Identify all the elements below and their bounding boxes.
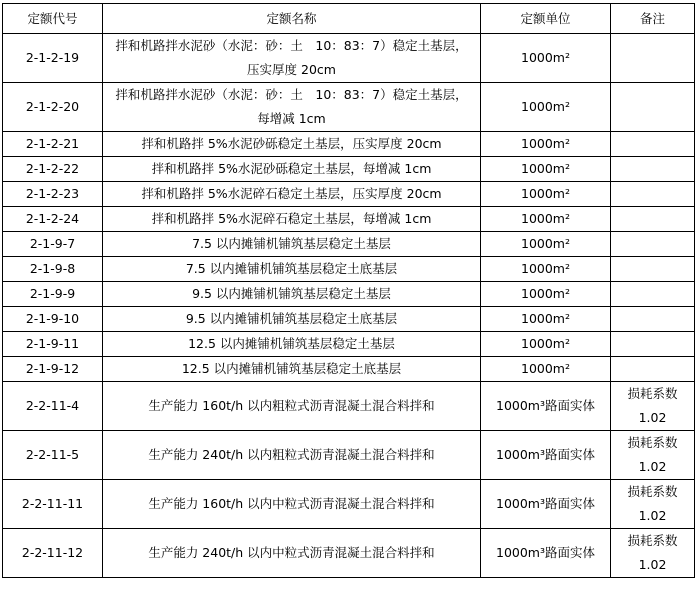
table-row (3, 480, 695, 529)
cell-unit: 1000m³路面实体 (481, 431, 611, 480)
cell-code: 2-1-9-7 (3, 232, 103, 257)
cell-code: 2-1-2-23 (3, 182, 103, 207)
cell-unit: 1000m² (481, 207, 611, 232)
cell-unit: 1000m² (481, 282, 611, 307)
table-row (3, 431, 695, 480)
cell-unit: 1000m² (481, 132, 611, 157)
cell-code: 2-1-9-12 (3, 357, 103, 382)
table-row (3, 282, 695, 307)
cell-code: 2-2-11-4 (3, 382, 103, 431)
header-name: 定额名称 (103, 4, 481, 34)
table-row (3, 357, 695, 382)
table-row (3, 34, 695, 83)
cell-note (611, 282, 695, 307)
table-body (3, 34, 695, 578)
cell-name: 拌和机路拌水泥砂（水泥：砂：土 10：83：7）稳定土基层，压实厚度 20cm (103, 34, 481, 83)
cell-code: 2-1-2-19 (3, 34, 103, 83)
cell-name: 生产能力 240t/h 以内粗粒式沥青混凝土混合料拌和 (103, 431, 481, 480)
header-unit: 定额单位 (481, 4, 611, 34)
table-row (3, 307, 695, 332)
cell-unit: 1000m² (481, 232, 611, 257)
table-row (3, 182, 695, 207)
cell-name: 生产能力 160t/h 以内粗粒式沥青混凝土混合料拌和 (103, 382, 481, 431)
cell-note (611, 132, 695, 157)
cell-unit: 1000m² (481, 157, 611, 182)
cell-note (611, 34, 695, 83)
cell-code: 2-1-2-21 (3, 132, 103, 157)
cell-note: 损耗系数 1.02 (611, 382, 695, 431)
header-code: 定额代号 (3, 4, 103, 34)
cell-unit: 1000m³路面实体 (481, 382, 611, 431)
cell-name: 拌和机路拌 5%水泥碎石稳定土基层，每增减 1cm (103, 207, 481, 232)
cell-name: 12.5 以内摊铺机铺筑基层稳定土基层 (103, 332, 481, 357)
cell-name: 7.5 以内摊铺机铺筑基层稳定土基层 (103, 232, 481, 257)
cell-code: 2-2-11-11 (3, 480, 103, 529)
header-note: 备注 (611, 4, 695, 34)
cell-note (611, 307, 695, 332)
cell-code: 2-1-9-8 (3, 257, 103, 282)
cell-name: 9.5 以内摊铺机铺筑基层稳定土基层 (103, 282, 481, 307)
cell-unit: 1000m² (481, 182, 611, 207)
table-row (3, 207, 695, 232)
cell-name: 拌和机路拌 5%水泥碎石稳定土基层，压实厚度 20cm (103, 182, 481, 207)
cell-note: 损耗系数 1.02 (611, 431, 695, 480)
cell-note (611, 83, 695, 132)
cell-unit: 1000m² (481, 257, 611, 282)
cell-note (611, 257, 695, 282)
cell-unit: 1000m² (481, 83, 611, 132)
cell-code: 2-1-9-11 (3, 332, 103, 357)
table-row (3, 232, 695, 257)
table-row (3, 132, 695, 157)
cell-code: 2-2-11-12 (3, 529, 103, 578)
table-row (3, 382, 695, 431)
cell-note: 损耗系数 1.02 (611, 480, 695, 529)
table-row (3, 83, 695, 132)
cell-unit: 1000m² (481, 307, 611, 332)
cell-unit: 1000m³路面实体 (481, 529, 611, 578)
table-row (3, 257, 695, 282)
cell-name: 拌和机路拌 5%水泥砂砾稳定土基层，压实厚度 20cm (103, 132, 481, 157)
cell-unit: 1000m² (481, 332, 611, 357)
cell-note (611, 207, 695, 232)
cell-code: 2-2-11-5 (3, 431, 103, 480)
cell-note (611, 232, 695, 257)
cell-name: 7.5 以内摊铺机铺筑基层稳定土底基层 (103, 257, 481, 282)
cell-name: 12.5 以内摊铺机铺筑基层稳定土底基层 (103, 357, 481, 382)
cell-code: 2-1-9-10 (3, 307, 103, 332)
cell-code: 2-1-2-20 (3, 83, 103, 132)
quota-table (2, 3, 695, 578)
cell-note (611, 357, 695, 382)
cell-name: 生产能力 240t/h 以内中粒式沥青混凝土混合料拌和 (103, 529, 481, 578)
cell-code: 2-1-9-9 (3, 282, 103, 307)
header-row (3, 4, 695, 34)
cell-unit: 1000m² (481, 357, 611, 382)
cell-unit: 1000m³路面实体 (481, 480, 611, 529)
cell-name: 9.5 以内摊铺机铺筑基层稳定土底基层 (103, 307, 481, 332)
table-row (3, 157, 695, 182)
cell-code: 2-1-2-24 (3, 207, 103, 232)
cell-note: 损耗系数 1.02 (611, 529, 695, 578)
table-row (3, 332, 695, 357)
cell-note (611, 157, 695, 182)
cell-note (611, 332, 695, 357)
cell-note (611, 182, 695, 207)
cell-unit: 1000m² (481, 34, 611, 83)
cell-code: 2-1-2-22 (3, 157, 103, 182)
cell-name: 生产能力 160t/h 以内中粒式沥青混凝土混合料拌和 (103, 480, 481, 529)
table-row (3, 529, 695, 578)
cell-name: 拌和机路拌 5%水泥砂砾稳定土基层，每增减 1cm (103, 157, 481, 182)
cell-name: 拌和机路拌水泥砂（水泥：砂：土 10：83：7）稳定土基层，每增减 1cm (103, 83, 481, 132)
